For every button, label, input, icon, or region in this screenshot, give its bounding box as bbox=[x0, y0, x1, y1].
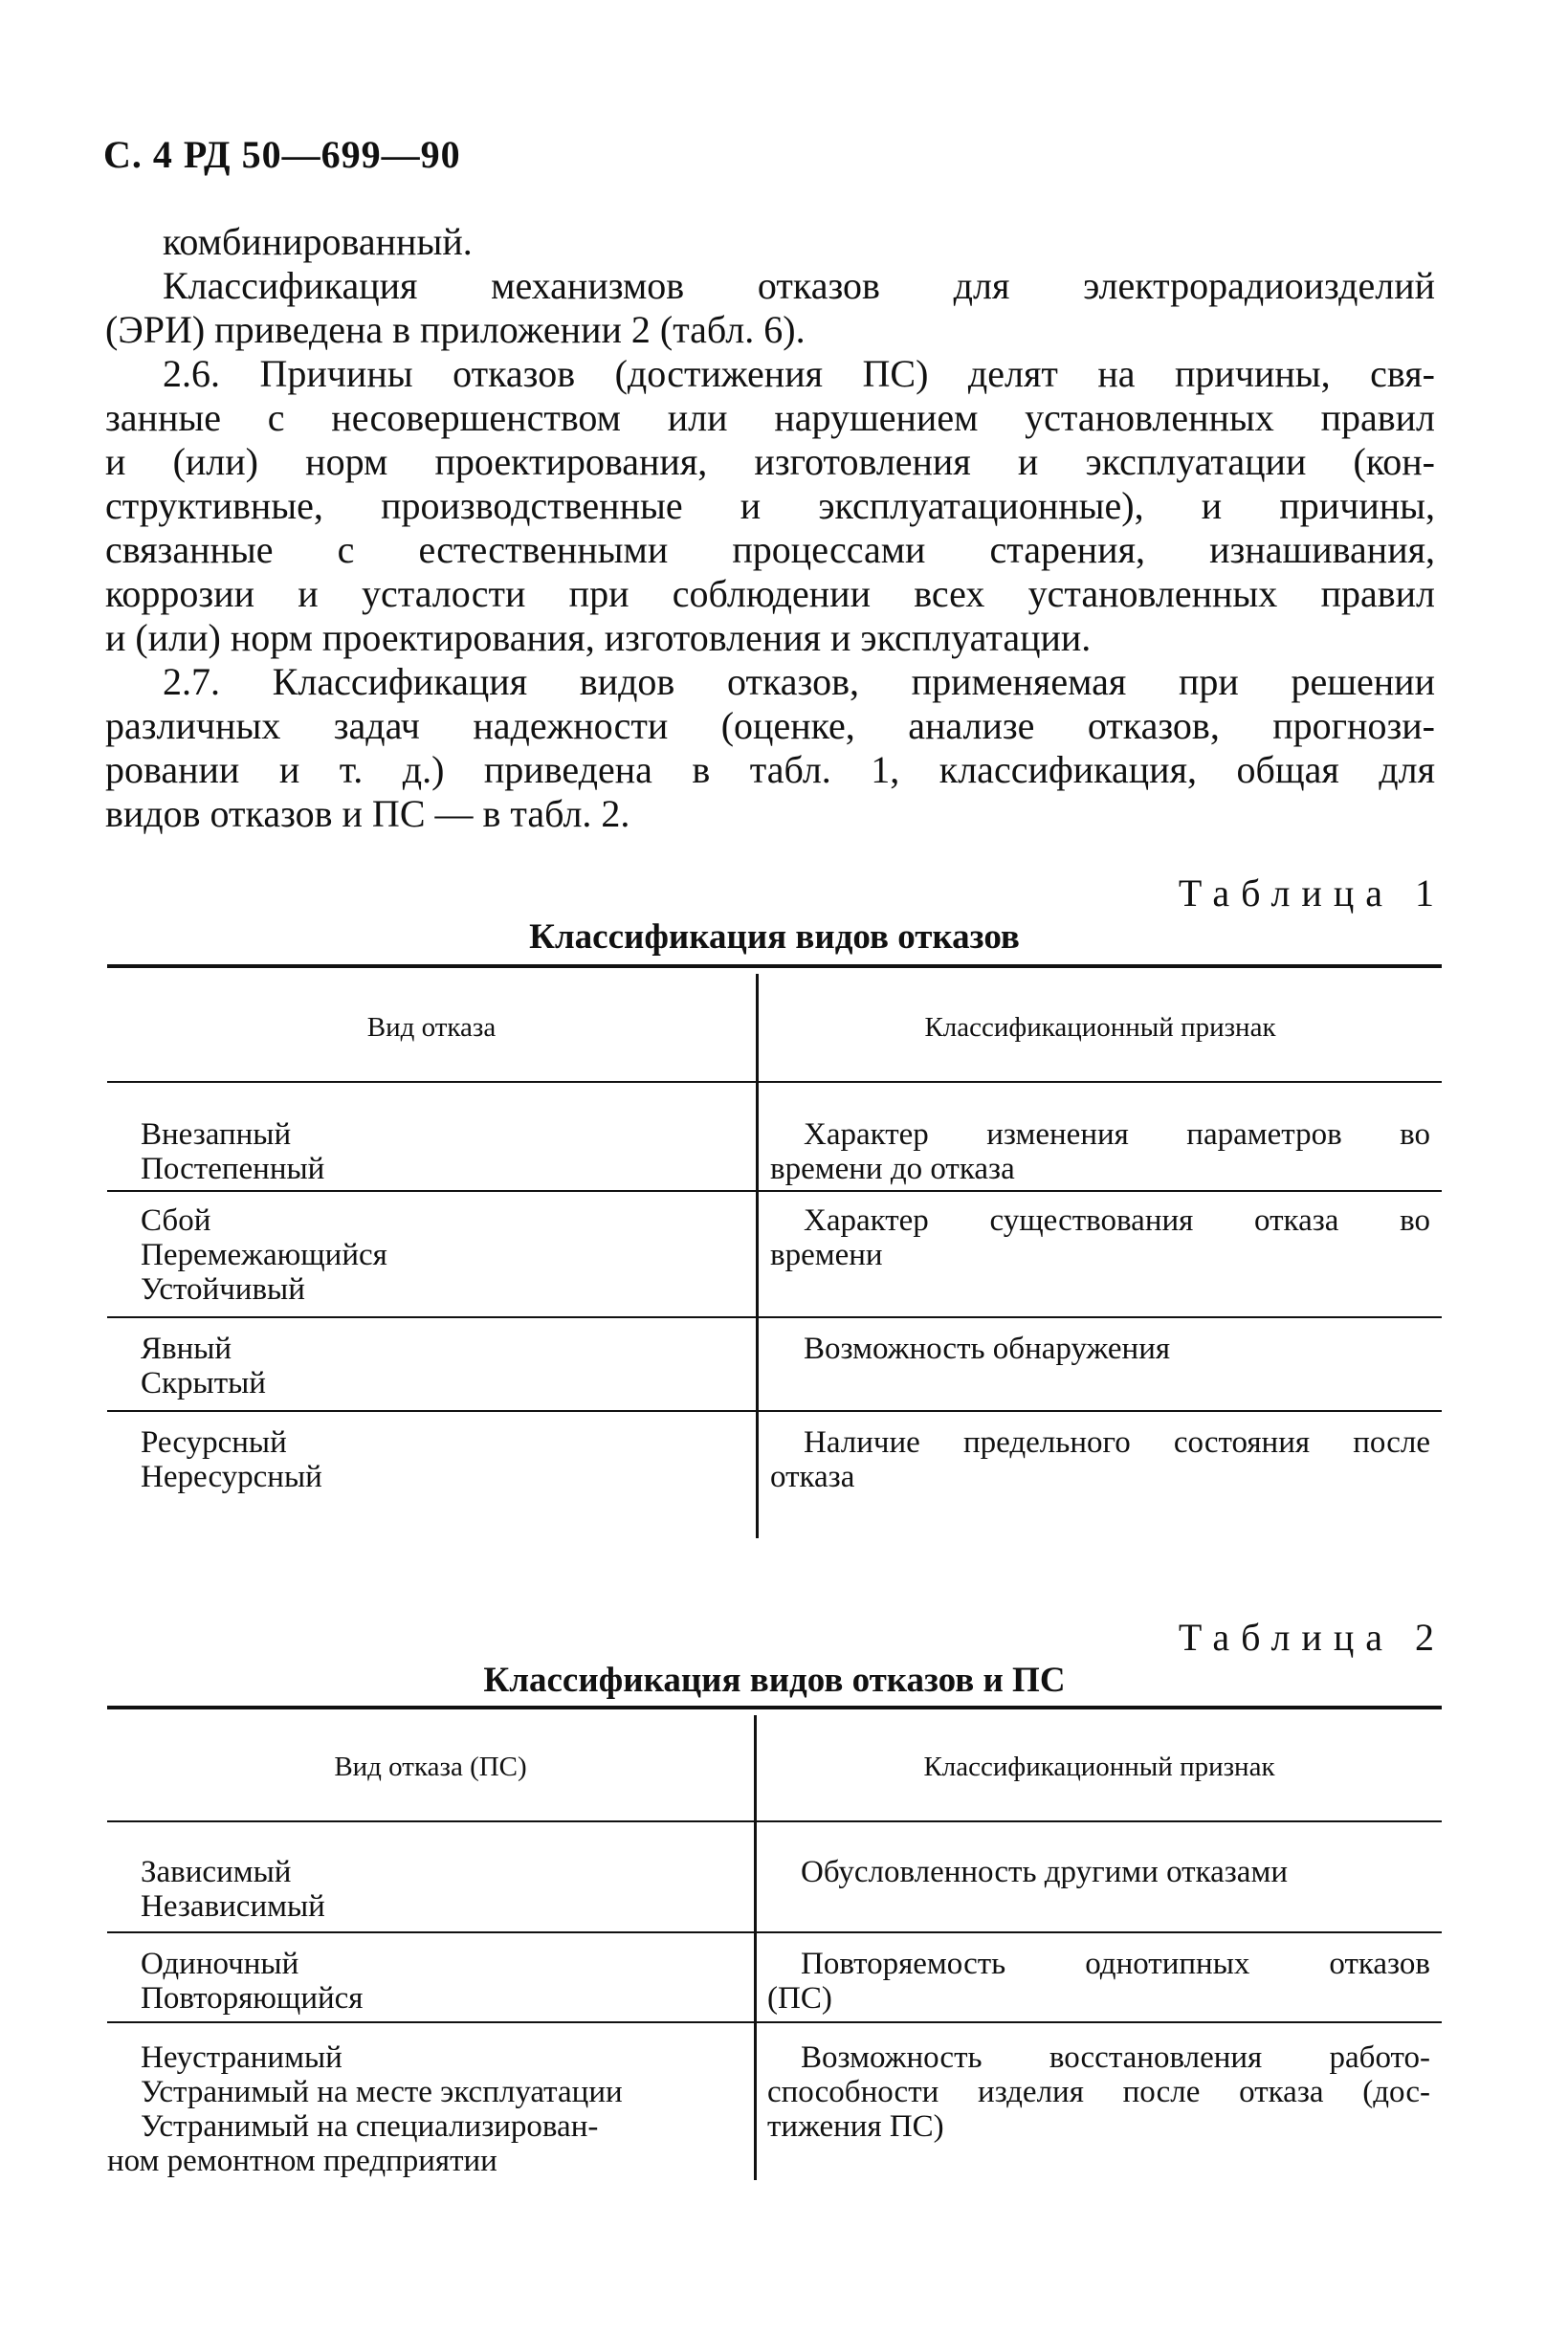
paragraph-mechanisms: Классификация механизмов отказов для электрорадиоизделий (ЭРИ) приведена в приложении 2 (табл. 6). bbox=[105, 264, 1435, 351]
table1-row3-types: Явный Скрытый bbox=[141, 1332, 266, 1400]
table1 bbox=[107, 964, 1442, 1538]
table1-column-divider bbox=[756, 974, 759, 1538]
table1-row1-types: Внезапный Постепенный bbox=[141, 1117, 325, 1186]
table2-column-divider bbox=[754, 1715, 757, 2180]
table2-row1-feature: Обусловленность другими отказами bbox=[801, 1855, 1288, 1889]
table2-row-separator bbox=[757, 2021, 1442, 2023]
table2-row-separator bbox=[107, 1931, 754, 1933]
table1-top-rule bbox=[107, 964, 1442, 968]
table2-col-header-feature: Классификационный признак bbox=[923, 1752, 1275, 1782]
table2-label: Таблица 2 bbox=[1178, 1616, 1446, 1659]
table1-row3-feature: Возможность обнаружения bbox=[804, 1332, 1171, 1366]
table1-row2-feature: Характер существования отказа во времени bbox=[770, 1203, 1430, 1272]
table2-row2-types: Одиночный Повторяющийся bbox=[141, 1947, 364, 2016]
table1-row-separator bbox=[759, 1316, 1442, 1318]
table2-row3-types: Неустранимый Устранимый на месте эксплуатации Устранимый на специализирован- ном ремонтном предприятии bbox=[107, 2040, 623, 2178]
table1-caption: Классификация видов отказов bbox=[529, 917, 1020, 957]
table2-row-separator bbox=[107, 2021, 754, 2023]
table2-row3-feature: Возможность восстановления работо- способности изделия после отказа (дос- тижения ПС) bbox=[767, 2040, 1430, 2144]
table2-row2-feature: Повторяемость однотипных отказов (ПС) bbox=[767, 1947, 1430, 2016]
table1-row1-feature: Характер изменения параметров во времени до отказа bbox=[770, 1117, 1430, 1186]
table2-caption: Классификация видов отказов и ПС bbox=[483, 1661, 1066, 1700]
table2-row-separator bbox=[757, 1931, 1442, 1933]
table2-header-rule bbox=[107, 1820, 1442, 1822]
table1-row4-feature: Наличие предельного состояния после отказа bbox=[770, 1425, 1430, 1494]
paragraph-2-7: 2.7. Классификация видов отказов, применяемая при решении различных задач надежности (оценке, анализе отказов, прогнози- ровании и т. д.) приведена в табл. 1, классификация, общая для видов отказов и ПС — в табл. 2. bbox=[105, 660, 1435, 835]
table1-col-header-feature: Классификационный признак bbox=[924, 1012, 1276, 1043]
table2-row1-types: Зависимый Независимый bbox=[141, 1855, 325, 1924]
page-header: С. 4 РД 50—699—90 bbox=[103, 133, 461, 176]
table1-label: Таблица 1 bbox=[1178, 871, 1446, 915]
table1-row4-types: Ресурсный Нересурсный bbox=[141, 1425, 322, 1494]
table2-col-header-type: Вид отказа (ПС) bbox=[334, 1752, 527, 1782]
table1-row-separator bbox=[759, 1410, 1442, 1412]
paragraph-continuation: комбинированный. bbox=[163, 220, 473, 263]
table1-row-separator bbox=[107, 1410, 756, 1412]
table1-row-separator bbox=[759, 1190, 1442, 1192]
table1-col-header-type: Вид отказа bbox=[366, 1012, 497, 1043]
table1-row-separator bbox=[107, 1316, 756, 1318]
table2 bbox=[107, 1706, 1442, 2184]
table2-top-rule bbox=[107, 1706, 1442, 1709]
table1-header-rule bbox=[107, 1081, 1442, 1083]
table1-row-separator bbox=[107, 1190, 756, 1192]
table1-row2-types: Сбой Перемежающийся Устойчивый bbox=[141, 1203, 387, 1307]
paragraph-2-6: 2.6. Причины отказов (достижения ПС) делят на причины, свя- занные с несовершенством или нарушением установленных правил и (или) норм проектирования, изготовления и эксплуатации (кон- структивные, производственные и эксплуатационные), и причины, связанные с естественными процессами старения, изнашивания, коррозии и усталости при соблюдении всех установленных правил и (или) норм проектирования, изготовления и эксплуатации. bbox=[105, 352, 1435, 659]
